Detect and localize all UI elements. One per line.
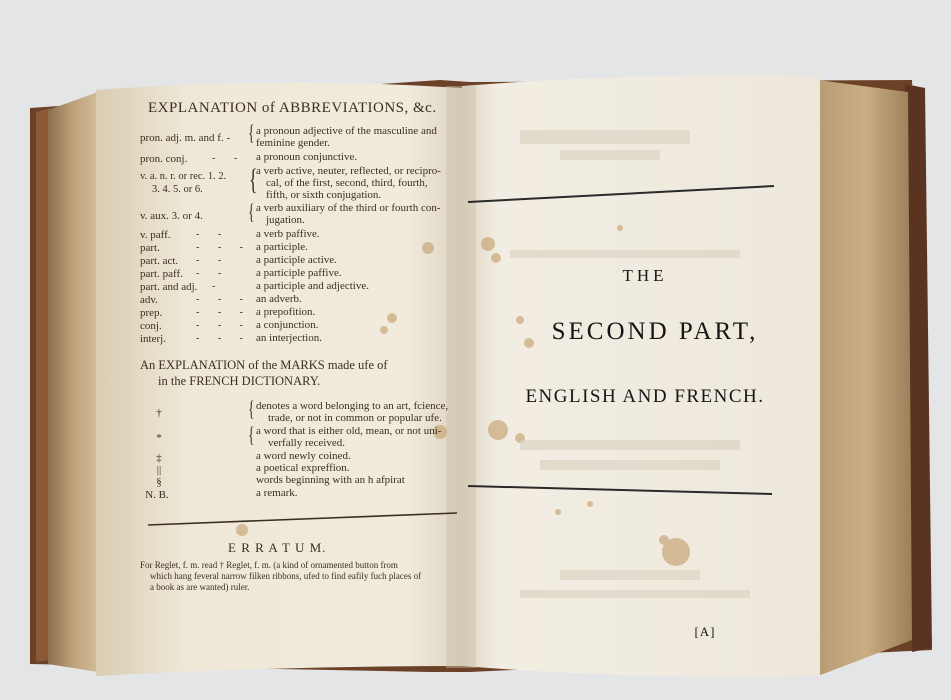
mark-definition: a remark. <box>256 487 298 499</box>
mark-definition: words beginning with an h afpirat <box>256 474 405 486</box>
abbreviation-label: part. paff. <box>140 268 183 280</box>
abbreviation-definition: an interjection. <box>256 332 322 344</box>
abbreviation-label: adv. <box>140 294 158 306</box>
abbreviation-label: part. act. <box>140 255 179 267</box>
mark-definition: a poetical expreffion. <box>256 462 350 474</box>
title-english-and-french: ENGLISH AND FRENCH. <box>525 386 765 407</box>
mark-symbol: § <box>156 476 162 488</box>
abbreviation-label: part. and adj. <box>140 281 198 293</box>
abbreviation-label: v. a. n. r. or rec. 1. 2. 3. 4. 5. or 6. <box>140 171 227 195</box>
book-photo: EXPLANATION of ABBREVIATIONS, &c. pron. adj. m. and f. - { a pronoun adjective of the masculine and feminine gender. pron. conj. - - a pronoun conjunctive. v. a. n. r. or rec. 1. 2. 3. 4. 5. or 6. { a verb active, neuter, reflected, or recipro- cal, of the first, second, third, fourth, fifth, or sixth conjugation. v. aux. 3. or 4. { a verb auxiliary of the third or fourth con- jugation. v. paff. a verb paffive. - - part. a participle. - - - part. act. a participle active. - - part. paff. a participle paffive. - - part. and adj. a participle and adjective. - adv. an adverb. - - - prep. a prepofition. - - - conj. a conjunction. - - - interj. an interjection. - - - An EXPLANATION of the MARKS made ufe of in the FRENCH DICTIONARY. † { denotes a word belonging to an art, fcience, trade, or not in common or popular ufe. * { a word that is either old, mean, or not uni- verfally received. ‡ a word newly coined. || a poetical expreffion. § words beginning with an h afpirat N. B. a remark. E R R A T U M. For Reglet, f. m. read † Reglet, f. m. (a kind of ornamented button from which hang feveral narrow filken ribbons, ufed to find eafily fuch places of a book as are wanted) ruler. THE SECOND PART, ENGLISH AND FRENCH. [A] <box>0 0 951 700</box>
abbreviation-label: prep. <box>140 307 163 319</box>
abbreviation-definition: a pronoun conjunctive. <box>256 151 358 163</box>
abbreviation-label: pron. conj. <box>140 153 188 165</box>
abbreviation-label: v. paff. <box>140 229 171 241</box>
abbreviation-label: part. <box>140 242 160 254</box>
page-signature: [A] <box>694 624 716 639</box>
abbreviation-label: v. aux. 3. or 4. <box>140 210 203 222</box>
abbreviation-label: conj. <box>140 320 162 332</box>
abbreviations-heading: EXPLANATION of ABBREVIATIONS, &c. <box>148 100 437 116</box>
abbreviation-definition: a participle paffive. <box>256 267 342 279</box>
mark-symbol: N. B. <box>145 489 169 501</box>
abbreviation-definition: a prepofition. <box>256 306 316 318</box>
abbreviation-definition: a verb paffive. <box>256 228 320 240</box>
abbreviation-definition: an adverb. <box>256 293 302 305</box>
abbreviation-definition: a participle. <box>256 241 308 253</box>
abbreviation-definition: a participle and adjective. <box>256 280 369 292</box>
mark-symbol: ‡ <box>156 452 162 464</box>
abbreviation-label: pron. adj. m. and f. - <box>140 132 231 144</box>
mark-definition: a word that is either old, mean, or not uni- verfally received. <box>256 425 442 449</box>
abbreviation-definition: a verb active, neuter, reflected, or recipro- cal, of the first, second, third, fourth, fifth, or sixth conjugation. <box>256 165 441 201</box>
mark-symbol: * <box>156 432 162 444</box>
mark-definition: denotes a word belonging to an art, fcience, trade, or not in common or popular ufe. <box>256 400 449 424</box>
abbreviation-definition: a conjunction. <box>256 319 319 331</box>
title-second-part: SECOND PART, <box>551 318 759 345</box>
abbreviation-definition: a participle active. <box>256 254 337 266</box>
abbreviation-label: interj. <box>140 333 166 345</box>
marks-heading: An EXPLANATION of the MARKS made ufe of in the FRENCH DICTIONARY. <box>140 358 388 388</box>
erratum-text: For Reglet, f. m. read † Reglet, f. m. (a kind of ornamented button from which hang feveral narrow filken ribbons, ufed to find eafily fuch places of a book as are wanted) ruler. <box>140 560 422 592</box>
title-the: THE <box>622 266 668 285</box>
mark-symbol: † <box>156 407 162 419</box>
abbreviation-definition: a pronoun adjective of the masculine and feminine gender. <box>256 125 437 149</box>
abbreviation-definition: a verb auxiliary of the third or fourth con- jugation. <box>256 202 441 226</box>
erratum-title: E R R A T U M. <box>228 540 327 555</box>
mark-definition: a word newly coined. <box>256 450 351 462</box>
mark-symbol: || <box>156 464 162 476</box>
